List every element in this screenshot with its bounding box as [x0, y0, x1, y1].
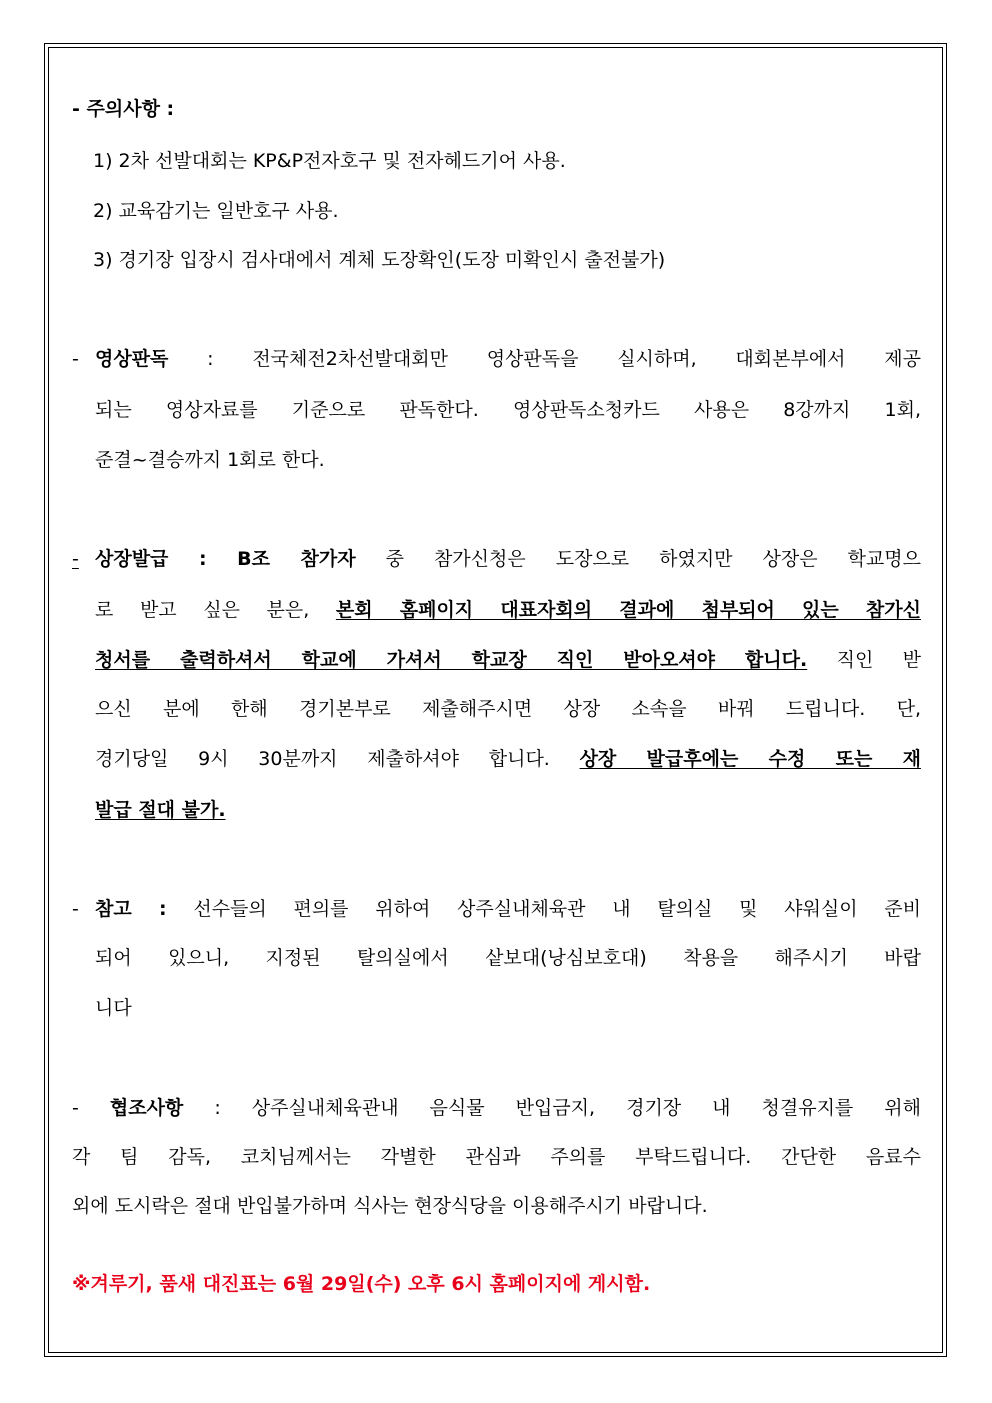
- award-line-4: 으신 분에 한해 경기본부로 제출해주시면 상장 소속을 바꿔 드립니다. 단,: [95, 698, 921, 720]
- award-dash: -: [72, 548, 79, 570]
- video-line-3: 준결~결승까지 1회로 한다.: [95, 449, 325, 471]
- notice-item-2: 2) 교육감기는 일반호구 사용.: [93, 200, 339, 222]
- video-dash: -: [72, 348, 79, 370]
- video-label: 영상판독: [95, 348, 169, 370]
- cooperation-dash: -: [72, 1097, 79, 1119]
- cooperation-line-3: 외에 도시락은 절대 반입불가하며 식사는 현장식당을 이용해주시기 바랍니다.: [72, 1195, 708, 1217]
- cooperation-line-1: - 협조사항 : 상주실내체육관내 음식물 반입금지, 경기장 내 청결유지를 위해: [72, 1097, 921, 1119]
- reference-line-3: 니다: [95, 997, 132, 1019]
- video-line-2: 되는 영상자료를 기준으로 판독한다. 영상판독소청카드 사용은 8강까지 1회,: [95, 399, 921, 421]
- cooperation-line-2: 각 팀 감독, 코치님께서는 각별한 관심과 주의를 부탁드립니다. 간단한 음료수: [72, 1146, 921, 1168]
- notice-item-3: 3) 경기장 입장시 검사대에서 계체 도장확인(도장 미확인시 출전불가): [93, 249, 666, 271]
- notice-heading: - 주의사항 :: [72, 98, 175, 120]
- reference-line-1: 참고 : 선수들의 편의를 위하여 상주실내체육관 내 탈의실 및 샤워실이 준비: [95, 898, 922, 920]
- award-label: 상장발급 : B조 참가자: [95, 548, 356, 570]
- award-line-1: 상장발급 : B조 참가자 중 참가신청은 도장으로 하였지만 상장은 학교명으: [95, 548, 921, 570]
- award-line-3: 청서를 출력하셔서 학교에 가셔서 학교장 직인 받아오셔야 합니다. 직인 받: [95, 649, 922, 671]
- reference-dash: -: [72, 898, 79, 920]
- notice-item-1: 1) 2차 선발대회는 KP&P전자호구 및 전자헤드기어 사용.: [93, 150, 566, 172]
- reference-line-2: 되어 있으니, 지정된 탈의실에서 샅보대(낭심보호대) 착용을 해주시기 바랍: [95, 947, 921, 969]
- award-line-6: 발급 절대 불가.: [95, 799, 226, 821]
- award-line-2: 로 받고 싶은 분은, 본회 홈페이지 대표자회의 결과에 첨부되어 있는 참가신: [95, 599, 921, 621]
- reference-label: 참고 :: [95, 898, 167, 920]
- announcement: ※겨루기, 품새 대진표는 6월 29일(수) 오후 6시 홈페이지에 게시함.: [72, 1273, 651, 1295]
- award-line-5: 경기당일 9시 30분까지 제출하셔야 합니다. 상장 발급후에는 수정 또는 재: [95, 748, 921, 770]
- video-line-1: 영상판독 : 전국체전2차선발대회만 영상판독을 실시하며, 대회본부에서 제공: [95, 348, 921, 370]
- cooperation-label: 협조사항: [109, 1097, 184, 1119]
